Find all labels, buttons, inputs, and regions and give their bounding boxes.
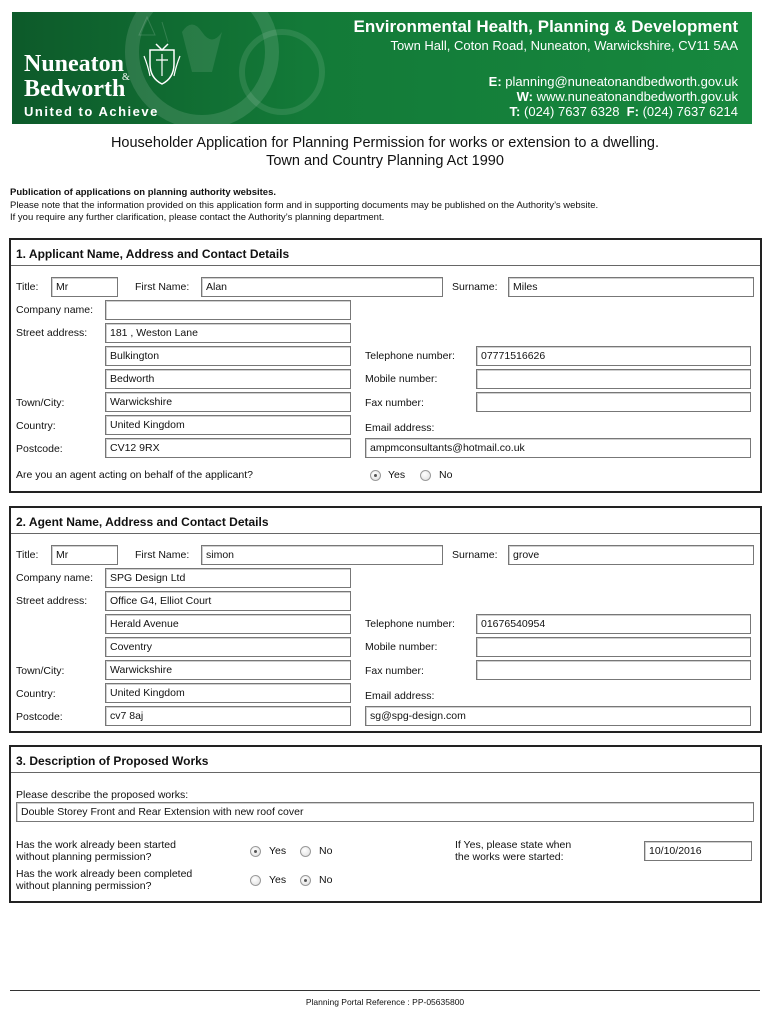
applicant-title-field[interactable]: Mr: [51, 277, 118, 297]
completed-yes-radio[interactable]: [250, 875, 261, 886]
works-prompt: Please describe the proposed works:: [16, 789, 189, 801]
applicant-street-1-field[interactable]: 181 , Weston Lane: [105, 323, 351, 343]
email-label: Email address:: [365, 422, 435, 434]
agent-country-field[interactable]: United Kingdom: [105, 683, 351, 703]
completed-yes-label: Yes: [269, 874, 287, 886]
agent-title-field[interactable]: Mr: [51, 545, 118, 565]
coat-of-arms-icon: [142, 42, 182, 86]
applicant-company-field[interactable]: [105, 300, 351, 320]
fax-label: F:: [626, 104, 639, 119]
agent-first-name-field[interactable]: simon: [201, 545, 443, 565]
completed-question-line-2: without planning permission?: [16, 880, 152, 892]
agent-surname-field[interactable]: grove: [508, 545, 754, 565]
telephone-label: Telephone number:: [365, 618, 455, 630]
department-address: Town Hall, Coton Road, Nuneaton, Warwickshire, CV11 5AA: [390, 38, 738, 53]
date-started-field[interactable]: 10/10/2016: [644, 841, 752, 861]
agent-section-heading: 2. Agent Name, Address and Contact Details: [16, 515, 269, 529]
department-title: Environmental Health, Planning & Development: [353, 17, 738, 36]
town-label: Town/City:: [16, 665, 65, 677]
date-question: [455, 839, 571, 863]
completed-no-label: No: [319, 874, 333, 886]
form-title: Householder Application for Planning Permission for works or extension to a dwelling.: [110, 135, 660, 151]
applicant-town-field[interactable]: Warwickshire: [105, 392, 351, 412]
postcode-label: Postcode:: [16, 711, 63, 723]
applicant-section: [9, 238, 762, 493]
council-logo: [24, 51, 130, 102]
started-question: [16, 839, 176, 863]
works-section-heading: 3. Description of Proposed Works: [16, 754, 209, 768]
applicant-first-name-field[interactable]: Alan: [201, 277, 443, 297]
agent-town-field[interactable]: Warwickshire: [105, 660, 351, 680]
applicant-section-heading: 1. Applicant Name, Address and Contact Details: [16, 247, 290, 261]
postcode-label: Postcode:: [16, 443, 63, 455]
agent-telephone-field[interactable]: 01676540954: [476, 614, 751, 634]
date-question-line-2: the works were started:: [455, 851, 564, 863]
company-label: Company name:: [16, 572, 94, 584]
tel-label: T:: [509, 104, 521, 119]
agent-question: Are you an agent acting on behalf of the applicant?: [16, 469, 254, 481]
applicant-country-field[interactable]: United Kingdom: [105, 415, 351, 435]
started-yes-radio[interactable]: [250, 846, 261, 857]
logo-ampersand: &: [122, 72, 130, 83]
fax-label: Fax number:: [365, 665, 424, 677]
email-label: E:: [488, 74, 502, 89]
form-subtitle: Town and Country Planning Act 1990: [266, 153, 504, 169]
started-question-line-1: Has the work already been started: [16, 839, 176, 851]
mobile-label: Mobile number:: [365, 641, 438, 653]
surname-label: Surname:: [452, 549, 498, 561]
agent-street-2-field[interactable]: Herald Avenue: [105, 614, 351, 634]
company-label: Company name:: [16, 304, 94, 316]
publication-heading: Publication of applications on planning authority websites.: [10, 187, 277, 198]
contact-web: [517, 89, 738, 104]
applicant-surname-field[interactable]: Miles: [508, 277, 754, 297]
fax-value: (024) 7637 6214: [642, 104, 738, 119]
started-no-radio[interactable]: [300, 846, 311, 857]
mobile-label: Mobile number:: [365, 373, 438, 385]
fax-label: Fax number:: [365, 397, 424, 409]
agent-yes-radio[interactable]: [370, 470, 381, 481]
surname-label: Surname:: [452, 281, 498, 293]
agent-yes-label: Yes: [388, 469, 406, 481]
started-no-label: No: [319, 845, 333, 857]
started-yes-label: Yes: [269, 845, 287, 857]
web-link[interactable]: www.nuneatonandbedworth.gov.uk: [536, 89, 738, 104]
contact-phone-fax: [510, 104, 738, 119]
first-name-label: First Name:: [135, 549, 190, 561]
email-label: Email address:: [365, 690, 435, 702]
title-label: Title:: [16, 281, 39, 293]
works-section: [9, 745, 762, 903]
applicant-fax-field[interactable]: [476, 392, 751, 412]
applicant-postcode-field[interactable]: CV12 9RX: [105, 438, 351, 458]
agent-section: [9, 506, 762, 733]
started-question-line-2: without planning permission?: [16, 851, 152, 863]
agent-company-field[interactable]: SPG Design Ltd: [105, 568, 351, 588]
applicant-street-2-field[interactable]: Bulkington: [105, 346, 351, 366]
section-divider: [11, 265, 760, 266]
street-label: Street address:: [16, 595, 88, 607]
email-link[interactable]: planning@nuneatonandbedworth.gov.uk: [505, 74, 738, 89]
applicant-telephone-field[interactable]: 07771516626: [476, 346, 751, 366]
country-label: Country:: [16, 420, 56, 432]
section-divider: [11, 533, 760, 534]
publication-notice: [10, 187, 598, 225]
country-label: Country:: [16, 688, 56, 700]
contact-email: [489, 74, 738, 89]
street-label: Street address:: [16, 327, 88, 339]
section-divider: [11, 772, 760, 773]
completed-question-line-1: Has the work already been completed: [16, 868, 193, 880]
publication-line-1: Please note that the information provided on this application form and in supporting documents may be published on the Authority’s website.: [10, 199, 599, 211]
footer-divider: [10, 990, 760, 991]
agent-mobile-field[interactable]: [476, 637, 751, 657]
header-banner: [12, 12, 752, 124]
agent-fax-field[interactable]: [476, 660, 751, 680]
telephone-label: Telephone number:: [365, 350, 455, 362]
applicant-email-field[interactable]: ampmconsultants@hotmail.co.uk: [365, 438, 751, 458]
logo-line-2: Bedworth: [24, 76, 126, 102]
agent-street-3-field[interactable]: Coventry: [105, 637, 351, 657]
completed-question: [16, 868, 192, 892]
agent-postcode-field[interactable]: cv7 8aj: [105, 706, 351, 726]
web-label: W:: [516, 89, 533, 104]
applicant-mobile-field[interactable]: [476, 369, 751, 389]
publication-line-2: If you require any further clarification, please contact the Authority’s planning department.: [10, 212, 385, 223]
logo-line-1: Nuneaton: [24, 51, 125, 77]
agent-no-label: No: [439, 469, 453, 481]
title-label: Title:: [16, 549, 39, 561]
agent-no-radio[interactable]: [420, 470, 431, 481]
planning-portal-reference: Planning Portal Reference : PP-05635800: [305, 997, 465, 1007]
tel-value: (024) 7637 6328: [524, 104, 620, 119]
agent-street-1-field[interactable]: Office G4, Elliot Court: [105, 591, 351, 611]
town-label: Town/City:: [16, 397, 65, 409]
applicant-street-3-field[interactable]: Bedworth: [105, 369, 351, 389]
works-description-field[interactable]: Double Storey Front and Rear Extension with new roof cover: [16, 802, 754, 822]
agent-email-field[interactable]: sg@spg-design.com: [365, 706, 751, 726]
first-name-label: First Name:: [135, 281, 190, 293]
logo-tagline: United to Achieve: [24, 104, 159, 119]
date-question-line-1: If Yes, please state when: [455, 839, 572, 851]
completed-no-radio[interactable]: [300, 875, 311, 886]
